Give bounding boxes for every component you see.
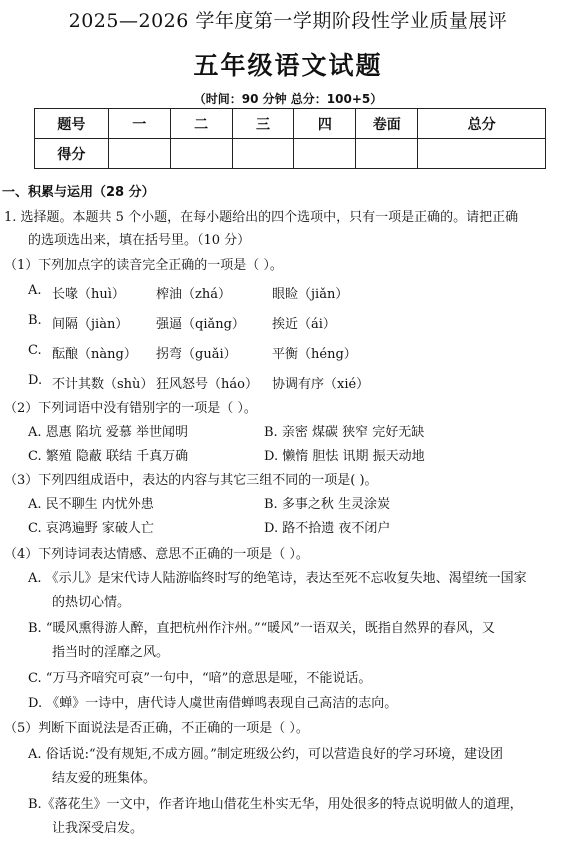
- subq1-option-c-3: 平衡（héng）: [272, 347, 357, 362]
- subq3-option-d: D. 路不拾遗 夜不闭户: [264, 521, 391, 536]
- subq1-option-c-label: C.: [28, 343, 42, 358]
- subq1-stem: （1）下列加点字的读音完全正确的一项是（ ）。: [4, 258, 283, 273]
- subq3-stem: （3）下列四组成语中，表达的内容与其它三组不同的一项是( )。: [4, 473, 378, 488]
- score-header-cell: 四: [294, 109, 356, 139]
- subq4-option-a-cont: 的热切心情。: [52, 595, 131, 610]
- score-cell[interactable]: [418, 139, 546, 169]
- subq1-option-a-3: 眼睑（jiǎn）: [272, 287, 349, 302]
- score-header-cell: 卷面: [356, 109, 418, 139]
- subq2-option-a: A. 恩惠 陷坑 爱慕 举世闻明: [28, 425, 189, 440]
- subq1-option-a-label: A.: [28, 283, 42, 298]
- score-cell[interactable]: [232, 139, 294, 169]
- subq1-option-a-1: 长喙（huì）: [52, 287, 125, 302]
- score-header-cell: 一: [108, 109, 170, 139]
- subq3-option-a: A. 民不聊生 内忧外患: [28, 497, 154, 512]
- subq5-option-a: A. 俗话说:“没有规矩,不成方圆。”制定班级公约，可以营造良好的学习环境，建设团: [28, 747, 503, 762]
- subq1-option-a-2: 榨油（zhá）: [156, 287, 231, 302]
- question-1-intro: 1. 选择题。本题共 5 个小题，在每小题给出的四个选项中，只有一项是正确的。请把正确: [4, 210, 519, 225]
- subq2-option-b: B. 亲密 煤碳 狭窄 完好无缺: [264, 425, 425, 440]
- subq1-option-b-1: 间隔（jiàn）: [52, 317, 129, 332]
- subq1-option-c-1: 酝酿（nàng）: [52, 347, 137, 362]
- subq1-option-c-2: 拐弯（guǎi）: [156, 347, 237, 362]
- subq1-option-b-3: 挨近（ái）: [272, 317, 336, 332]
- score-cell[interactable]: [294, 139, 356, 169]
- subq4-option-a: A. 《示儿》是宋代诗人陆游临终时写的绝笔诗，表达至死不忘收复失地、渴望统一国家: [28, 571, 527, 586]
- subq5-option-b-cont: 让我深受启发。: [52, 821, 144, 836]
- subq4-option-c: C. “万马齐喑究可哀”一句中，“喑”的意思是哑，不能说话。: [28, 671, 372, 686]
- subq1-option-d-1: 不计其数（shù）: [52, 377, 154, 392]
- subq1-option-b-label: B.: [28, 313, 42, 328]
- time-info: （时间：90 分钟 总分：100+5）: [193, 92, 383, 106]
- subq2-stem: （2）下列词语中没有错别字的一项是（ ）。: [4, 401, 257, 416]
- subq2-option-d: D. 懒惰 胆怯 讯期 振天动地: [264, 449, 425, 464]
- subq5-option-b: B.《落花生》一文中，作者许地山借花生朴实无华，用处很多的特点说明做人的道理，: [28, 797, 523, 812]
- score-cell[interactable]: [170, 139, 232, 169]
- score-header-cell: 三: [232, 109, 294, 139]
- question-1-intro-cont: 的选项选出来，填在括号里。（10 分）: [28, 233, 251, 248]
- subq1-option-d-3: 协调有序（xié）: [272, 377, 370, 392]
- subq1-option-d-label: D.: [28, 373, 43, 388]
- subq1-option-d-2: 狂风怒号（háo）: [156, 377, 258, 392]
- score-cell[interactable]: [356, 139, 418, 169]
- score-table-score-row: [35, 139, 546, 169]
- term-heading: 2025—2026 学年度第一学期阶段性学业质量展评: [68, 10, 508, 32]
- subq5-stem: （5）判断下面说法是否正确，不正确的一项是（ ）。: [4, 721, 309, 736]
- score-header-cell: 题号: [35, 109, 109, 139]
- score-header-cell: 二: [170, 109, 232, 139]
- page-title: 五年级语文试题: [193, 51, 383, 80]
- subq1-option-b-2: 强逼（qiǎng）: [156, 317, 245, 332]
- subq4-option-b: B. “暖风熏得游人醉，直把杭州作汴州。”“暖风”一语双关，既指自然界的春风，又: [28, 621, 495, 636]
- subq4-stem: （4）下列诗词表达情感、意思不正确的一项是（ ）。: [4, 547, 309, 562]
- subq2-option-c: C. 繁殖 隐蔽 联结 千真万确: [28, 449, 189, 464]
- subq3-option-c: C. 哀鸿遍野 家破人亡: [28, 521, 154, 536]
- score-table-header-row: [35, 109, 546, 139]
- subq5-option-a-cont: 结友爱的班集体。: [52, 771, 157, 786]
- subq4-option-d: D. 《蝉》一诗中，唐代诗人虞世南借蝉鸣表现自己高洁的志向。: [28, 696, 398, 711]
- subq4-option-b-cont: 指当时的淫靡之风。: [52, 645, 170, 660]
- score-row-label: 得分: [35, 139, 109, 169]
- score-cell[interactable]: [108, 139, 170, 169]
- section-heading: 一、积累与运用（28 分）: [2, 185, 155, 200]
- score-table: [34, 108, 546, 169]
- score-header-cell: 总分: [418, 109, 546, 139]
- subq3-option-b: B. 多事之秋 生灵涂炭: [264, 497, 390, 512]
